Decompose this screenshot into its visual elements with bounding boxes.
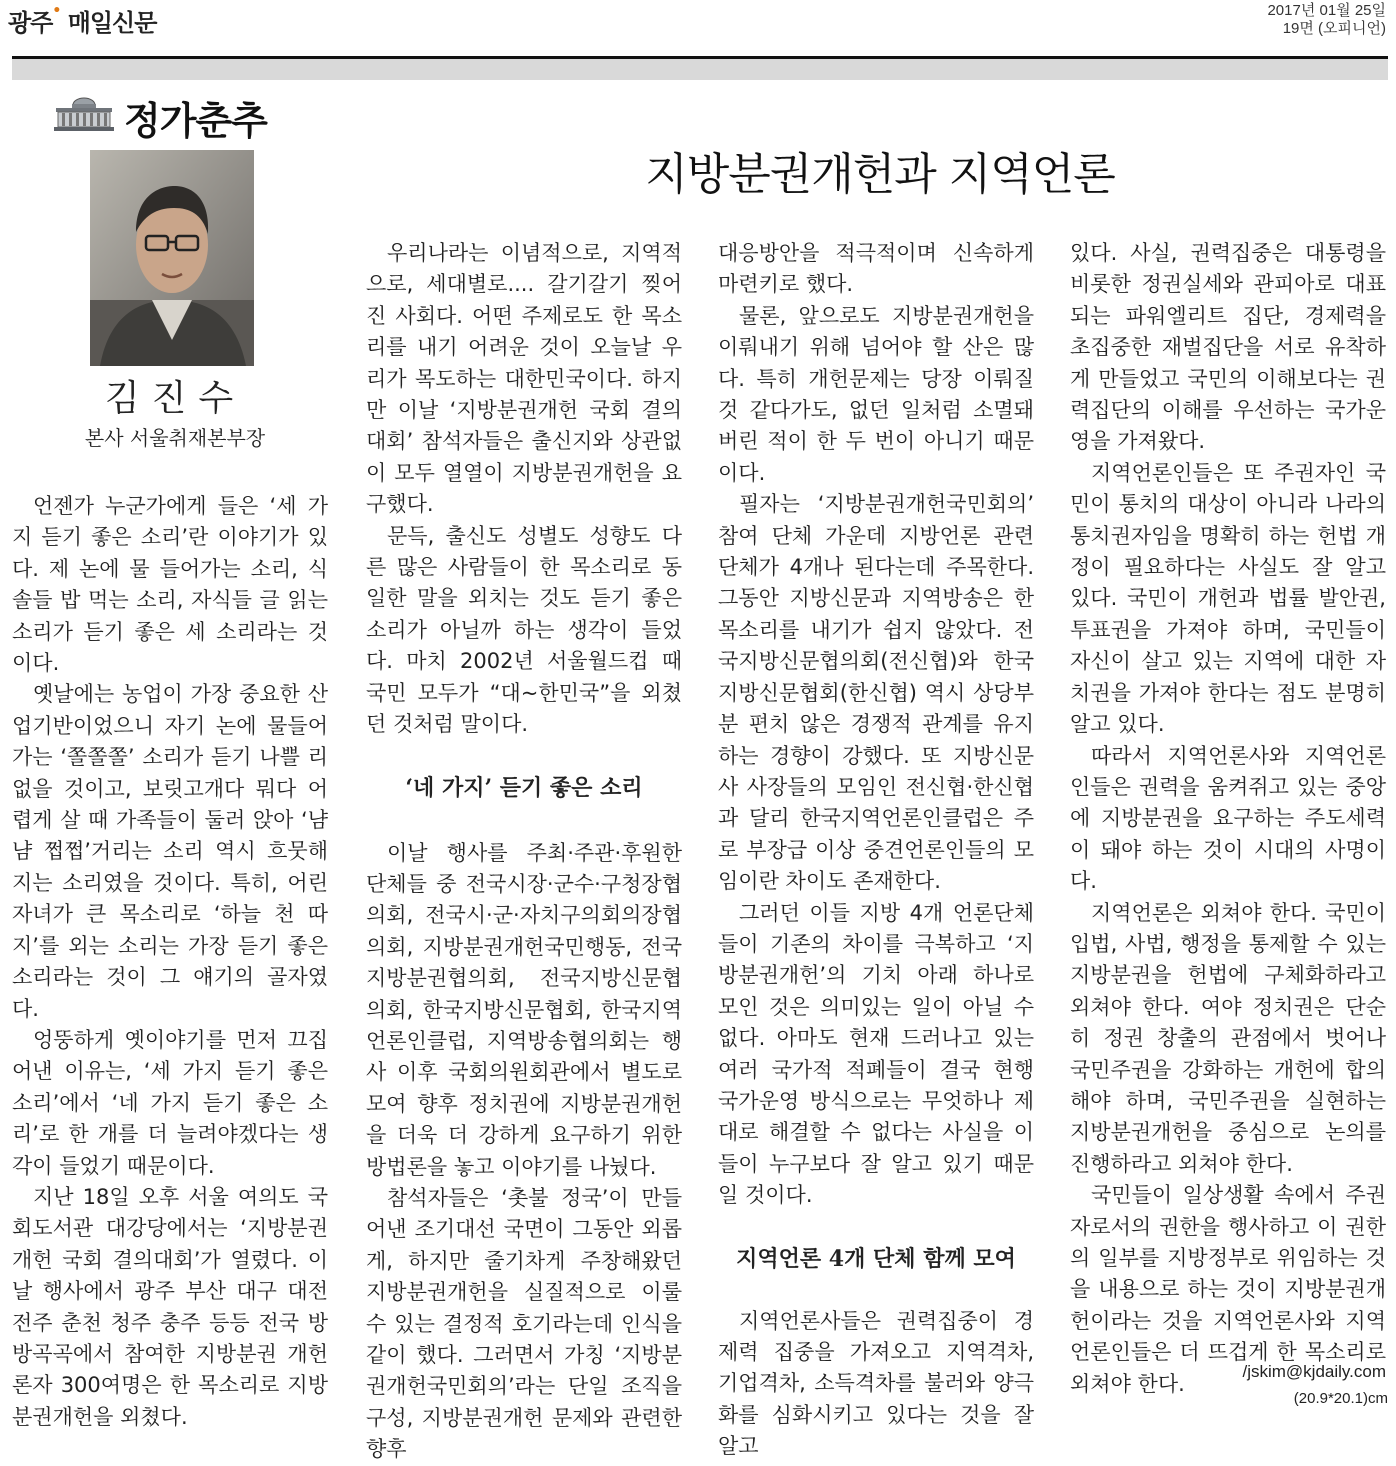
page-info: 19면 (오피니언) (1282, 20, 1386, 37)
author-title: 본사 서울취재본부장 (84, 426, 266, 450)
article-size: (20.9*20.1)cm (1293, 1390, 1388, 1407)
logo-part1: 광주 (8, 9, 53, 37)
paragraph: 옛날에는 농업이 가장 중요한 산업기반이었으니 자기 논에 물들어가는 ‘쫄쫄쫄’ 소리가 듣기 나쁠 리 없을 것이고, 보릿고개다 뭐다 어렵게 살 때 가족들이 둘러 앉아 ‘냠냠 쩝쩝’거리는 소리 역시 흐뭇해지는 소리였을 것이다. 특히, 어린 자녀가 큰 목소리로 ‘하늘 천 따지’를 외는 소리는 가장 듣기 좋은 소리라는 것이 그 얘기의 골자였다. (12, 682, 328, 1021)
paragraph: 지난 18일 오후 서울 여의도 국회도서관 대강당에서는 ‘지방분권개헌 국회 결의대회’가 열렸다. 이날 행사에서 광주 부산 대구 대전 전주 춘천 청주 충주 등등 전국 방방곡곡에서 참여한 지방분권 개헌론자 300여명은 한 목소리로 지방분권개헌을 외쳤다. (12, 1184, 328, 1429)
paragraph: 문득, 출신도 성별도 성향도 다른 많은 사람들이 한 목소리로 동일한 말을 외치는 것도 듣기 좋은 소리가 아닐까 하는 생각이 들었다. 마치 2002년 서울월드컵 때 국민 모두가 “대~한민국”을 외쳤던 것처럼 말이다. (366, 523, 682, 737)
article-column-1 (12, 491, 328, 1433)
paragraph: 지역언론사들은 권력집중이 경제력 집중을 가져오고 지역격차, 기업격차, 소득격차를 불러와 양극화를 심화시키고 있다는 것을 잘 알고 (718, 1308, 1034, 1459)
paragraph: 국민들이 일상생활 속에서 주권자로서의 권한을 행사하고 이 권한의 일부를 지방정부로 위임하는 것을 내용으로 하는 것이 지방분권개헌이라는 것을 지역언론사와 지역언론인들은 더 뜨겁게 한 목소리로 외쳐야 한다. (1070, 1183, 1386, 1396)
paragraph: 이날 행사를 주최·주관·후원한 단체들 중 전국시장·군수·구청장협의회, 전국시·군·자치구의회의장협의회, 지방분권개헌국민행동, 전국지방분권협의회, 전국지방신문협의회, 한국지방신문협회, 한국지역언론인클럽, 지역방송협의회는 행사 이후 국회의원회관에서 별도로 모여 향후 정치권에 지방분권개헌을 더욱 더 강하게 요구하기 위한 방법론을 놓고 이야기를 나눴다. (366, 840, 682, 1179)
author-email: /jskim@kjdaily.com (1242, 1362, 1386, 1381)
edition-info (1267, 2, 1386, 38)
paragraph: 우리나라는 이념적으로, 지역적으로, 세대별로.... 갈기갈기 찢어진 사회다. 어떤 주제로도 한 목소리를 내기 어려운 것이 오늘날 우리가 목도하는 대한민국이다. 하지만 이날 ‘지방분권개헌 국회 결의대회’ 참석자들은 출신지와 상관없이 모두 열열이 지방분권개헌을 요구했다. (366, 241, 682, 517)
paragraph: 필자는 ‘지방분권개헌국민회의’ 참여 단체 가운데 지방언론 관련 단체가 4개나 된다는데 주목한다. 그동안 지방신문과 지역방송은 한 목소리를 내기가 쉽지 않았다. 전국지방신문협의회(전신협)와 한국지방신문협회(한신협) 역시 상당부분 편치 않은 경쟁적 관계를 유지하는 경향이 강했다. 또 지방신문사 사장들의 모임인 전신협·한신협과 달리 한국지역언론인클럽은 주로 부장급 이상 중견언론인들의 모임이란 차이도 존재한다. (718, 492, 1034, 894)
logo-dot-icon: • (52, 3, 61, 19)
newspaper-logo (8, 3, 156, 38)
subheading: ‘네 가지’ 듣기 좋은 소리 (405, 774, 643, 801)
paragraph: 물론, 앞으로도 지방분권개헌을 이뤄내기 위해 넘어야 할 산은 많다. 특히 개헌문제는 당장 이뤄질 것 같다가도, 없던 일처럼 소멸돼버린 적이 한 두 번이 아니기 때문이다. (718, 303, 1034, 485)
paragraph: 있다. 사실, 권력집중은 대통령을 비롯한 정권실세와 관피아로 대표되는 파워엘리트 집단, 경제력을 초집중한 재벌집단을 서로 유착하게 만들었고 국민의 이해보다는 권력집단의 이해를 우선하는 국가운영을 가져왔다. (1070, 241, 1386, 454)
article-column-4 (1070, 238, 1386, 1400)
article-column-2 (366, 238, 682, 1466)
paragraph: 지역언론은 외쳐야 한다. 국민이 입법, 사법, 행정을 통제할 수 있는 지방분권을 헌법에 구체화하라고 외쳐야 한다. 여야 정치권은 단순히 정권 창출의 관점에서 벗어나 국민주권을 강화하는 개헌에 합의해야 하며, 국민주권을 실현하는 지방분권개헌을 중심으로 논의를 진행하라고 외쳐야 한다. (1070, 900, 1386, 1176)
logo-part2: 매일신문 (67, 9, 157, 37)
article-column-3 (718, 238, 1034, 1463)
subheading: 지역언론 4개 단체 함께 모여 (736, 1245, 1016, 1272)
paragraph: 대응방안을 적극적이며 신속하게 마련키로 했다. (718, 241, 1034, 297)
author-photo (90, 150, 254, 366)
paragraph: 지역언론인들은 또 주권자인 국민이 통치의 대상이 아니라 나라의 통치권자임을 명확히 하는 헌법 개정이 필요하다는 사실도 잘 알고 있다. 국민이 개헌과 법률 발안권, 투표권을 가져야 하며, 국민들이 자신이 살고 있는 지역에 대한 자치권을 가져야 한다는 점도 분명히 알고 있다. (1070, 460, 1386, 737)
paragraph: 따라서 지역언론사와 지역언론인들은 권력을 움켜쥐고 있는 중앙에 지방분권을 요구하는 주도세력이 돼야 하는 것이 시대의 사명이다. (1070, 743, 1386, 894)
paragraph: 그러던 이들 지방 4개 언론단체들이 기존의 차이를 극복하고 ‘지방분권개헌’의 기치 아래 하나로 모인 것은 의미있는 일이 아닐 수 없다. 아마도 현재 드러나고 있는 여러 국가적 적폐들이 결국 현행 국가운영 방식으로는 무엇하나 제대로 해결할 수 없다는 사실을 이들이 누구보다 잘 알고 있기 때문일 것이다. (718, 900, 1034, 1208)
column-series-name: 정가춘추 (124, 99, 267, 143)
publish-date: 2017년 01월 25일 (1267, 2, 1386, 19)
paragraph: 엉뚱하게 옛이야기를 먼저 끄집어낸 이유는, ‘세 가지 듣기 좋은 소리’에서 ‘네 가지 듣기 좋은 소리’로 한 개를 더 늘려야겠다는 생각이 들었기 때문이다. (12, 1027, 328, 1178)
national-assembly-icon (52, 92, 116, 134)
article-headline: 지방분권개헌과 지역언론 (645, 149, 1115, 200)
author-name: 김진수 (104, 378, 246, 419)
paragraph: 참석자들은 ‘촛불 정국’이 만들어낸 조기대선 국면이 그동안 외롭게, 하지만 줄기차게 주창해왔던 지방분권개헌을 실질적으로 이룰 수 있는 결정적 호기라는데 인식을 같이 했다. 그러면서 가칭 ‘지방분권개헌국민회의’라는 단일 조직을 구성, 지방분권개헌 문제와 관련한 향후 (366, 1185, 682, 1462)
header-band (12, 59, 1388, 80)
paragraph: 언젠가 누군가에게 들은 ‘세 가지 듣기 좋은 소리’란 이야기가 있다. 제 논에 물 들어가는 소리, 식솔들 밥 먹는 소리, 자식들 글 읽는 소리가 듣기 좋은 세 소리라는 것이다. (12, 494, 328, 676)
